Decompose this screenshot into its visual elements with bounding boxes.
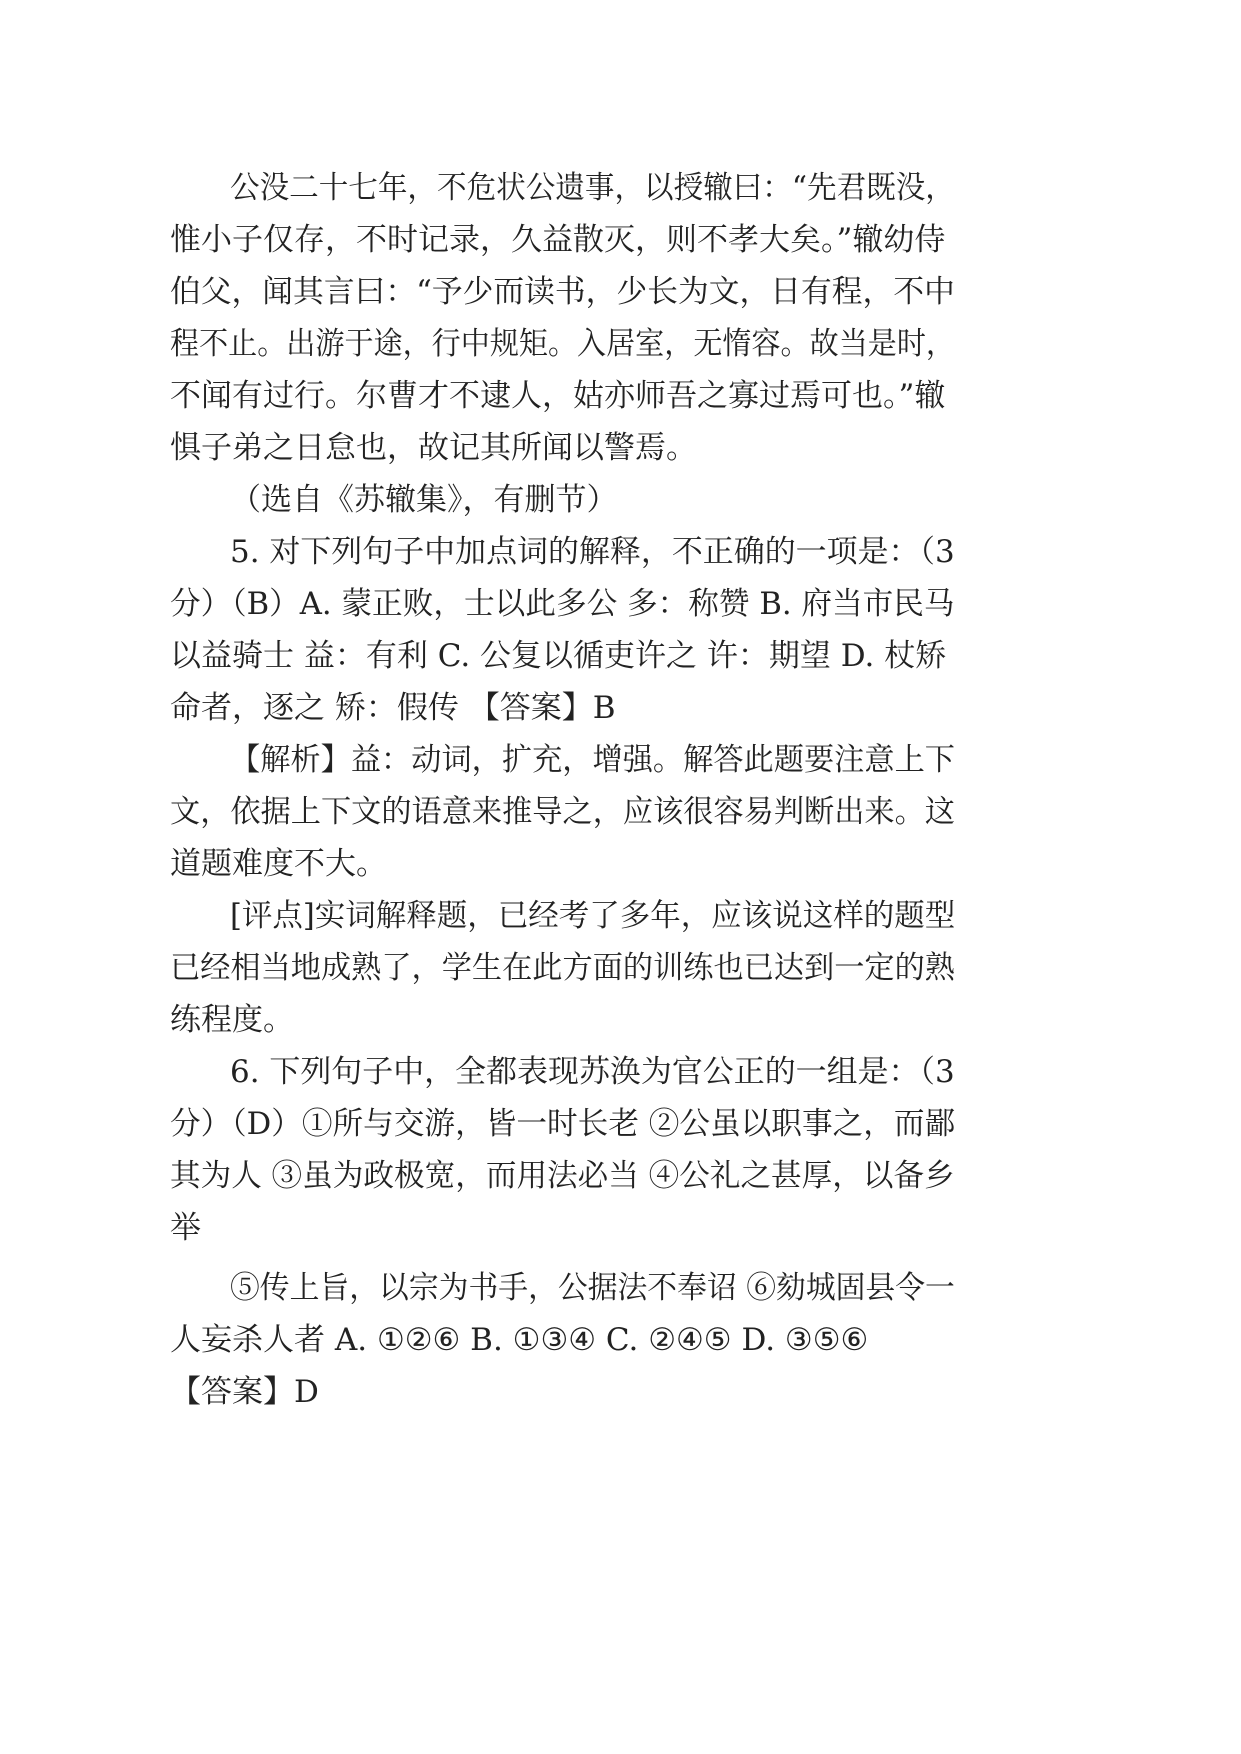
text-line: 举 <box>170 1210 201 1246</box>
text-line: ⑤传上旨，以宗为书手，公据法不奉诏 ⑥劾城固县令一 <box>230 1270 955 1306</box>
answer-line: 命者，逐之 矫：假传 【答案】B <box>170 690 616 726</box>
text-line: 以益骑士 益：有利 C. 公复以循吏许之 许：期望 D. 杖矫 <box>170 638 947 674</box>
text-line: 伯父，闻其言曰：“予少而读书，少长为文，日有程，不中 <box>170 274 955 310</box>
text-line: 惧子弟之日怠也，故记其所闻以警焉。 <box>170 430 697 466</box>
text-line: 已经相当地成熟了，学生在此方面的训练也已达到一定的熟 <box>170 950 955 986</box>
text-line: 惟小子仅存，不时记录，久益散灭，则不孝大矣。”辙幼侍 <box>170 222 946 258</box>
text-line: 不闻有过行。尔曹才不逮人，姑亦师吾之寡过焉可也。”辙 <box>170 378 946 414</box>
text-line: 公没二十七年，不危状公遗事，以授辙曰：“先君既没， <box>230 170 955 206</box>
source-note: （选自《苏辙集》，有删节） <box>230 482 618 518</box>
text-line: 程不止。出游于途，行中规矩。入居室，无惰容。故当是时， <box>170 326 955 362</box>
text-line: 其为人 ③虽为政极宽，而用法必当 ④公礼之甚厚，以备乡 <box>170 1158 955 1194</box>
answer-line: 【答案】D <box>170 1374 319 1410</box>
text-line: 分）（D）①所与交游，皆一时长老 ②公虽以职事之，而鄙 <box>170 1106 956 1142</box>
text-line: 分）（B）A. 蒙正败，士以此多公 多：称赞 B. 府当市民马 <box>170 586 955 622</box>
comment-line: [评点]实词解释题，已经考了多年，应该说这样的题型 <box>230 898 956 934</box>
text-line: 练程度。 <box>170 1002 294 1038</box>
text-line: 人妄杀人者 A. ①②⑥ B. ①③④ C. ②④⑤ D. ③⑤⑥ <box>170 1322 869 1358</box>
question-5-heading: 5. 对下列句子中加点词的解释，不正确的一项是：（3 <box>230 534 955 570</box>
analysis-line: 【解析】益：动词，扩充，增强。解答此题要注意上下 <box>230 742 955 778</box>
text-line: 文，依据上下文的语意来推导之，应该很容易判断出来。这 <box>170 794 955 830</box>
question-6-heading: 6. 下列句子中，全都表现苏涣为官公正的一组是：（3 <box>230 1054 955 1090</box>
text-line: 道题难度不大。 <box>170 846 387 882</box>
